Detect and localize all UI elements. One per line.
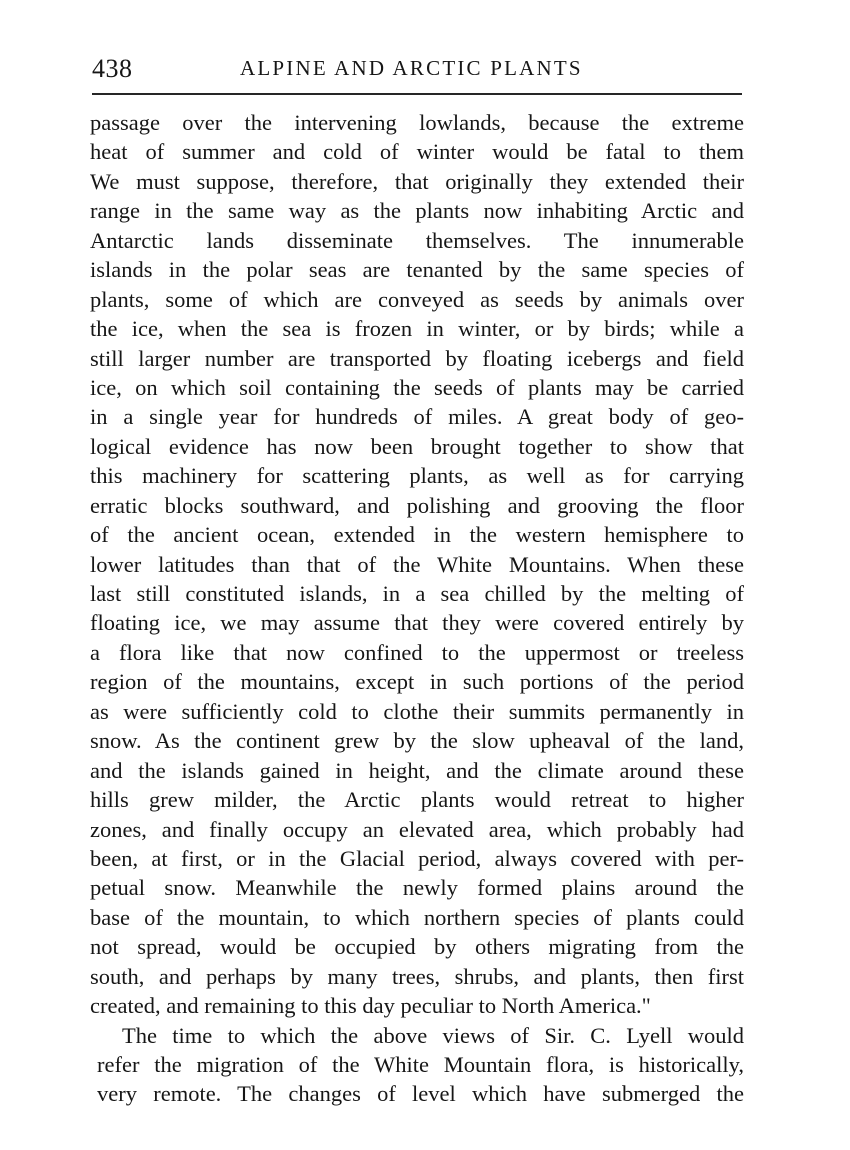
text-line: as were sufficiently cold to clothe their summits permanently in (90, 698, 744, 724)
text-line: snow. As the continent grew by the slow upheaval of the land, (90, 728, 744, 754)
body-text (90, 108, 744, 1109)
running-head: ALPINE AND ARCTIC PLANTS (240, 56, 583, 80)
paragraph-start-line: The time to which the above views of Sir. C. Lyell would (122, 1022, 744, 1048)
text-line: islands in the polar seas are tenanted by the same species of (90, 257, 744, 283)
text-line: lower latitudes than that of the White Mountains. When these (90, 551, 744, 577)
text-line: a flora like that now confined to the uppermost or treeless (90, 639, 744, 665)
text-line: in a single year for hundreds of miles. A great body of geo- (90, 404, 744, 430)
text-line: zones, and finally occupy an elevated area, which probably had (90, 816, 744, 842)
text-line: range in the same way as the plants now inhabiting Arctic and (90, 198, 744, 224)
text-line: the ice, when the sea is frozen in winter, or by birds; while a (90, 316, 744, 342)
text-line: ice, on which soil containing the seeds of plants may be carried (90, 374, 744, 400)
text-line: base of the mountain, to which northern species of plants could (90, 904, 744, 930)
text-line: very remote. The changes of level which have submerged the (97, 1081, 744, 1107)
page-number: 438 (92, 54, 133, 83)
text-line: still larger number are transported by floating icebergs and field (90, 345, 744, 371)
text-line: We must suppose, therefore, that originally they extended their (90, 168, 744, 194)
text-line: been, at first, or in the Glacial period, always covered with per- (90, 845, 744, 871)
text-line: floating ice, we may assume that they were covered entirely by (90, 610, 744, 636)
header-rule (92, 93, 742, 95)
text-line: last still constituted islands, in a sea chilled by the melting of (90, 581, 744, 606)
text-line: hills grew milder, the Arctic plants would retreat to higher (90, 787, 744, 813)
text-line: Antarctic lands disseminate themselves. The innumerable (90, 227, 744, 253)
text-line: south, and perhaps by many trees, shrubs, and plants, then first (90, 963, 744, 989)
paragraph-end-line: created, and remaining to this day peculiar to North America." (90, 993, 651, 1019)
text-line: passage over the intervening lowlands, because the extreme (90, 110, 744, 135)
text-line: plants, some of which are conveyed as seeds by animals over (90, 286, 744, 312)
text-line: of the ancient ocean, extended in the western hemisphere to (90, 522, 744, 548)
page-header (92, 54, 742, 90)
text-line: region of the mountains, except in such portions of the period (90, 669, 744, 695)
text-line: and the islands gained in height, and the climate around these (90, 757, 744, 783)
text-line: heat of summer and cold of winter would be fatal to them (90, 139, 744, 165)
text-line: logical evidence has now been brought together to show that (90, 433, 744, 459)
text-line: erratic blocks southward, and polishing and grooving the floor (90, 492, 744, 518)
text-line: refer the migration of the White Mountain flora, is historically, (97, 1052, 744, 1077)
text-line: this machinery for scattering plants, as well as for carrying (90, 463, 744, 489)
text-line: petual snow. Meanwhile the newly formed plains around the (90, 875, 744, 901)
text-line: not spread, would be occupied by others migrating from the (90, 934, 744, 960)
